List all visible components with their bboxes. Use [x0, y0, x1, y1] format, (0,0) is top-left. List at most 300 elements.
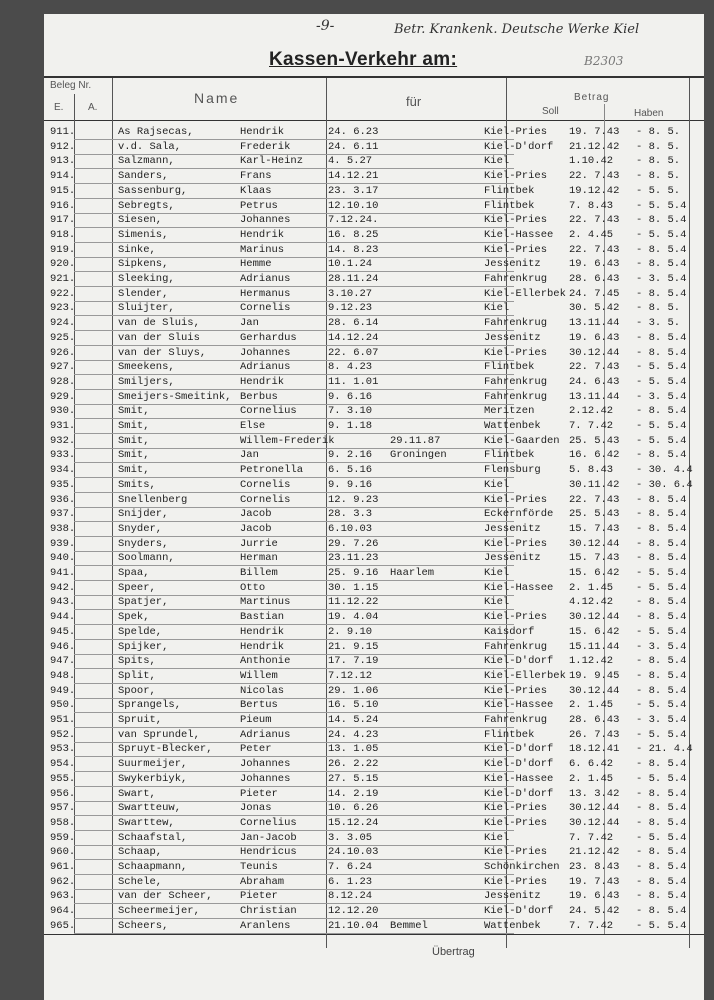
place: Kiel-D'dorf [484, 787, 554, 800]
surname: Spruit, [118, 714, 163, 726]
place: Kiel-Pries [484, 126, 548, 138]
table-row [44, 170, 704, 185]
first-name: Bertus [240, 699, 278, 712]
haben-amount: - 21. 4.4 [636, 743, 693, 756]
haben-amount: - 3. 5.4 [636, 714, 687, 726]
soll-date: 7. 8.43 [569, 199, 614, 212]
haben-amount: - 8. 5.4 [636, 846, 687, 859]
first-name: Jurrie [240, 537, 278, 550]
birth-date: 9. 6.16 [328, 390, 373, 403]
first-name: Adrianus [240, 273, 291, 285]
soll-date: 22. 7.43 [569, 361, 620, 374]
soll-date: 18.12.41 [569, 743, 620, 756]
entry-number: 961. [50, 861, 76, 873]
first-name: Herman [240, 552, 278, 565]
entry-number: 947. [50, 655, 76, 668]
table-row [44, 214, 704, 229]
place: Kiel-Pries [484, 346, 548, 359]
first-name: Hendrik [240, 126, 285, 138]
entry-number: 922. [50, 287, 76, 300]
soll-header: Soll [542, 106, 559, 117]
birth-date: 7. 3.10 [328, 405, 373, 418]
first-name: Else [240, 420, 266, 432]
surname: Smiljers, [118, 375, 175, 388]
handwritten-note: Betr. Krankenk. Deutsche Werke Kiel [394, 22, 640, 37]
birth-date: 9. 9.16 [328, 478, 373, 491]
haben-amount: - 8. 5.4 [636, 243, 687, 256]
birth-date: 23.11.23 [328, 552, 379, 565]
place: Kiel-D'dorf [484, 743, 554, 756]
haben-amount: - 8. 5.4 [636, 214, 687, 227]
haben-amount: - 30. 6.4 [636, 478, 693, 491]
entry-number: 943. [50, 596, 76, 609]
entry-number: 956. [50, 787, 76, 800]
table-row [44, 905, 704, 920]
entry-number: 964. [50, 905, 76, 918]
haben-amount: - 5. 5.4 [636, 420, 687, 432]
haben-amount: - 8. 5.4 [636, 684, 687, 697]
place: Fahrenkrug [484, 714, 548, 726]
first-name: Aranlens [240, 919, 291, 932]
first-name: Martinus [240, 596, 291, 609]
surname: van der Sluis [118, 331, 200, 344]
birth-date: 6.10.03 [328, 522, 373, 535]
entry-number: 959. [50, 831, 76, 844]
beleg-nr-header: Beleg Nr. [50, 80, 92, 91]
soll-date: 22. 7.43 [569, 243, 620, 256]
soll-date: 23. 8.43 [569, 861, 620, 873]
surname: van de Sluis, [118, 317, 200, 330]
header-bottom-rule [44, 120, 704, 121]
entry-number: 917. [50, 214, 76, 227]
haben-amount: - 8. 5.4 [636, 890, 687, 903]
surname: Swykerbiyk, [118, 772, 188, 785]
fuer-header: für [406, 94, 422, 109]
first-name: Jonas [240, 802, 272, 815]
surname: Spijker, [118, 640, 169, 653]
place: Kiel-Pries [484, 214, 548, 227]
surname: Scheers, [118, 919, 169, 932]
soll-date: 2. 1.45 [569, 772, 614, 785]
entry-number: 952. [50, 728, 76, 741]
first-name: Marinus [240, 243, 285, 256]
first-name: Hendrik [240, 625, 285, 638]
soll-date: 30. 5.42 [569, 302, 620, 315]
surname: Swarttew, [118, 816, 175, 829]
entry-number: 946. [50, 640, 76, 653]
first-name: Peter [240, 743, 272, 756]
entry-number: 934. [50, 464, 76, 477]
surname: Sleeking, [118, 273, 175, 285]
place: Fahrenkrug [484, 375, 548, 388]
first-name: Willem [240, 669, 278, 682]
page-title: Kassen-Verkehr am: [269, 49, 458, 70]
place: Kiel [484, 831, 510, 844]
e-header: E. [54, 102, 64, 113]
first-name: Adrianus [240, 728, 291, 741]
haben-amount: - 8. 5. [636, 126, 681, 138]
table-row [44, 861, 704, 876]
entry-number: 933. [50, 449, 76, 462]
place: Flintbek [484, 199, 535, 212]
entry-number: 937. [50, 508, 76, 521]
soll-date: 30.12.44 [569, 684, 620, 697]
header-top-rule [44, 76, 704, 78]
entry-number: 928. [50, 375, 76, 388]
soll-date: 25. 5.43 [569, 434, 620, 447]
table-row [44, 317, 704, 332]
entry-number: 927. [50, 361, 76, 374]
soll-date: 2. 1.45 [569, 699, 614, 712]
haben-amount: - 8. 5.4 [636, 875, 687, 888]
table-row [44, 435, 704, 450]
soll-date: 7. 7.42 [569, 919, 614, 932]
birth-date: 17. 7.19 [328, 655, 379, 668]
table-row [44, 920, 704, 935]
first-name: Karl-Heinz [240, 155, 304, 168]
soll-date: 1.12.42 [569, 655, 614, 668]
haben-amount: - 5. 5.4 [636, 361, 687, 374]
surname: Spruyt-Blecker, [118, 743, 213, 756]
haben-amount: - 8. 5. [636, 302, 681, 315]
first-name: Abraham [240, 875, 285, 888]
place: Flintbek [484, 184, 535, 197]
surname: van der Scheer, [118, 890, 213, 903]
birth-date: 2. 9.10 [328, 625, 373, 638]
surname: Snellenberg [118, 493, 188, 506]
haben-amount: - 8. 5.4 [636, 655, 687, 668]
first-name: Bastian [240, 611, 285, 624]
surname: Spoor, [118, 684, 156, 697]
table-row [44, 391, 704, 406]
soll-date: 30.12.44 [569, 816, 620, 829]
birth-date: 29. 7.26 [328, 537, 379, 550]
table-row [44, 508, 704, 523]
first-name: Klaas [240, 184, 272, 197]
first-name: Cornelis [240, 302, 291, 315]
birth-date: 7.12.24. [328, 214, 379, 227]
soll-date: 21.12.42 [569, 140, 620, 153]
entry-number: 945. [50, 625, 76, 638]
surname: Soolmann, [118, 552, 175, 565]
place: Wattenbek [484, 420, 541, 432]
haben-amount: - 5. 5.4 [636, 728, 687, 741]
place: Kiel-Pries [484, 816, 548, 829]
soll-date: 15.11.44 [569, 640, 620, 653]
place: Kiel-Hassee [484, 772, 554, 785]
soll-date: 15. 6.42 [569, 625, 620, 638]
birth-date: 9. 2.16 [328, 449, 373, 462]
haben-amount: - 8. 5.4 [636, 552, 687, 565]
haben-amount: - 8. 5.4 [636, 449, 687, 462]
table-row [44, 155, 704, 170]
soll-date: 15. 7.43 [569, 522, 620, 535]
first-name: Hendricus [240, 846, 297, 859]
handwritten-code: B2303 [584, 54, 624, 68]
table-row [44, 302, 704, 317]
page-number: -9- [316, 18, 335, 34]
surname: Suurmeijer, [118, 758, 188, 771]
soll-date: 19. 7.43 [569, 875, 620, 888]
table-row [44, 582, 704, 597]
birth-date: 14. 5.24 [328, 714, 379, 726]
surname: Slender, [118, 287, 169, 300]
table-row [44, 494, 704, 509]
surname: Smit, [118, 405, 150, 418]
first-name: Cornelis [240, 493, 291, 506]
haben-amount: - 5. 5.4 [636, 434, 687, 447]
entry-number: 949. [50, 684, 76, 697]
haben-amount: - 3. 5. [636, 317, 681, 330]
surname: Sinke, [118, 243, 156, 256]
birth-date: 12. 9.23 [328, 493, 379, 506]
table-row [44, 273, 704, 288]
table-row [44, 288, 704, 303]
entry-number: 950. [50, 699, 76, 712]
place: Kiel-D'dorf [484, 758, 554, 771]
table-row [44, 758, 704, 773]
table-row [44, 449, 704, 464]
birth-date: 24. 6.23 [328, 126, 379, 138]
haben-amount: - 8. 5.4 [636, 861, 687, 873]
soll-date: 1.10.42 [569, 155, 614, 168]
place: Fahrenkrug [484, 317, 548, 330]
soll-date: 24. 5.42 [569, 905, 620, 918]
haben-amount: - 8. 5.4 [636, 669, 687, 682]
birth-date: 24. 6.11 [328, 140, 379, 153]
birth-date: 22. 6.07 [328, 346, 379, 359]
place: Kiel-D'dorf [484, 140, 554, 153]
entry-number: 930. [50, 405, 76, 418]
first-name: Hendrik [240, 228, 285, 241]
soll-date: 13.11.44 [569, 390, 620, 403]
betrag-header: Betrag [574, 92, 610, 103]
soll-date: 19.12.42 [569, 184, 620, 197]
place: Kiel-Pries [484, 684, 548, 697]
fuer-note: Bemmel [390, 919, 428, 932]
surname: Snijder, [118, 508, 169, 521]
soll-date: 2. 1.45 [569, 581, 614, 594]
haben-amount: - 8. 5.4 [636, 331, 687, 344]
place: Kiel [484, 567, 510, 579]
surname: Snyder, [118, 522, 163, 535]
entry-number: 940. [50, 552, 76, 565]
table-row [44, 361, 704, 376]
haben-amount: - 8. 5.4 [636, 258, 687, 271]
entry-number: 958. [50, 816, 76, 829]
birth-date: 11.12.22 [328, 596, 379, 609]
haben-amount: - 8. 5.4 [636, 493, 687, 506]
haben-amount: - 5. 5.4 [636, 228, 687, 241]
surname: Smit, [118, 434, 150, 447]
surname: Sipkens, [118, 258, 169, 271]
row-rule [74, 933, 514, 934]
entry-number: 954. [50, 758, 76, 771]
place: Kiel [484, 596, 510, 609]
first-name: Hermanus [240, 287, 291, 300]
soll-date: 28. 6.43 [569, 714, 620, 726]
entry-number: 955. [50, 772, 76, 785]
table-row [44, 773, 704, 788]
entry-number: 911. [50, 126, 76, 138]
birth-date: 24. 4.23 [328, 728, 379, 741]
table-row [44, 802, 704, 817]
surname: Speer, [118, 581, 156, 594]
place: Fahrenkrug [484, 273, 548, 285]
soll-date: 28. 6.43 [569, 273, 620, 285]
entry-number: 948. [50, 669, 76, 682]
birth-date: 26. 2.22 [328, 758, 379, 771]
soll-date: 19. 7.43 [569, 126, 620, 138]
place: Kiel-Pries [484, 170, 548, 183]
surname: As Rajsecas, [118, 126, 194, 138]
table-row [44, 670, 704, 685]
surname: Sassenburg, [118, 184, 188, 197]
entry-number: 916. [50, 199, 76, 212]
surname: Schaafstal, [118, 831, 188, 844]
surname: Smeijers-Smeitink, [118, 390, 232, 403]
haben-amount: - 8. 5. [636, 170, 681, 183]
haben-amount: - 30. 4.4 [636, 464, 693, 477]
birth-date: 12.12.20 [328, 905, 379, 918]
surname: Smit, [118, 464, 150, 477]
soll-date: 13. 3.42 [569, 787, 620, 800]
entry-number: 935. [50, 478, 76, 491]
soll-date: 30.12.44 [569, 537, 620, 550]
entry-number: 914. [50, 170, 76, 183]
table-row [44, 332, 704, 347]
entry-number: 944. [50, 611, 76, 624]
surname: Smeekens, [118, 361, 175, 374]
haben-amount: - 8. 5.4 [636, 522, 687, 535]
place: Kiel-Pries [484, 802, 548, 815]
haben-amount: - 3. 5.4 [636, 640, 687, 653]
first-name: Johannes [240, 758, 291, 771]
haben-amount: - 5. 5.4 [636, 567, 687, 579]
birth-date: 14. 8.23 [328, 243, 379, 256]
entry-number: 925. [50, 331, 76, 344]
ledger-page [44, 14, 704, 1000]
surname: Schele, [118, 875, 163, 888]
place: Kiel-D'dorf [484, 905, 554, 918]
place: Fahrenkrug [484, 390, 548, 403]
haben-amount: - 8. 5.4 [636, 537, 687, 550]
entry-number: 923. [50, 302, 76, 315]
birth-date: 16. 8.25 [328, 228, 379, 241]
place: Flensburg [484, 464, 541, 477]
surname: Spatjer, [118, 596, 169, 609]
surname: Spits, [118, 655, 156, 668]
birth-date: 7.12.12 [328, 669, 373, 682]
surname: van Sprundel, [118, 728, 200, 741]
name-header: Name [194, 90, 240, 106]
place: Jessenitz [484, 258, 541, 271]
haben-amount: - 5. 5.4 [636, 772, 687, 785]
first-name: Jacob [240, 508, 272, 521]
birth-date: 25. 9.16 [328, 567, 379, 579]
birth-date: 10. 6.26 [328, 802, 379, 815]
place: Kiel-Pries [484, 875, 548, 888]
place: Kiel [484, 302, 510, 315]
surname: v.d. Sala, [118, 140, 182, 153]
birth-date: 30. 1.15 [328, 581, 379, 594]
table-row [44, 552, 704, 567]
entry-number: 941. [50, 567, 76, 579]
entry-number: 931. [50, 420, 76, 432]
first-name: Hendrik [240, 640, 285, 653]
first-name: Jan [240, 449, 259, 462]
soll-date: 5. 8.43 [569, 464, 614, 477]
place: Kiel-Pries [484, 493, 548, 506]
entry-number: 962. [50, 875, 76, 888]
table-row [44, 141, 704, 156]
birth-date: 12.10.10 [328, 199, 379, 212]
table-row [44, 185, 704, 200]
table-row [44, 641, 704, 656]
birth-date: 15.12.24 [328, 816, 379, 829]
birth-date: 28. 3.3 [328, 508, 373, 521]
surname: van der Sluys, [118, 346, 207, 359]
haben-amount: - 5. 5.4 [636, 581, 687, 594]
first-name: Berbus [240, 390, 278, 403]
first-name: Otto [240, 581, 266, 594]
entry-number: 957. [50, 802, 76, 815]
first-name: Willem-Frederik [240, 434, 335, 447]
first-name: Jacob [240, 522, 272, 535]
birth-date: 14. 2.19 [328, 787, 379, 800]
first-name: Cornelis [240, 478, 291, 491]
birth-date: 13. 1.05 [328, 743, 379, 756]
soll-date: 30.12.44 [569, 802, 620, 815]
first-name: Johannes [240, 772, 291, 785]
haben-amount: - 8. 5.4 [636, 758, 687, 771]
entry-number: 919. [50, 243, 76, 256]
birth-date: 3. 3.05 [328, 831, 373, 844]
haben-amount: - 5. 5. [636, 184, 681, 197]
entry-number: 929. [50, 390, 76, 403]
a-header: A. [88, 102, 98, 113]
entry-number: 915. [50, 184, 76, 197]
first-name: Hemme [240, 258, 272, 271]
entry-number: 912. [50, 140, 76, 153]
table-row [44, 479, 704, 494]
table-row [44, 788, 704, 803]
place: Kiel-Hassee [484, 228, 554, 241]
place: Kiel-Hassee [484, 581, 554, 594]
haben-amount: - 5. 5.4 [636, 919, 687, 932]
first-name: Johannes [240, 214, 291, 227]
soll-date: 21.12.42 [569, 846, 620, 859]
surname: Sprangels, [118, 699, 182, 712]
birth-date: 24.10.03 [328, 846, 379, 859]
place: Kaisdorf [484, 625, 535, 638]
first-name: Pieter [240, 890, 278, 903]
haben-amount: - 5. 5.4 [636, 831, 687, 844]
entry-number: 939. [50, 537, 76, 550]
birth-date: 16. 5.10 [328, 699, 379, 712]
place: Schönkirchen [484, 861, 560, 873]
entry-number: 921. [50, 273, 76, 285]
entry-number: 963. [50, 890, 76, 903]
table-row [44, 420, 704, 435]
place: Jessenitz [484, 890, 541, 903]
place: Kiel-D'dorf [484, 655, 554, 668]
surname: Spek, [118, 611, 150, 624]
table-row [44, 729, 704, 744]
haben-amount: - 8. 5.4 [636, 346, 687, 359]
birth-date: 9. 1.18 [328, 420, 373, 432]
fuer-note: Haarlem [390, 567, 435, 579]
